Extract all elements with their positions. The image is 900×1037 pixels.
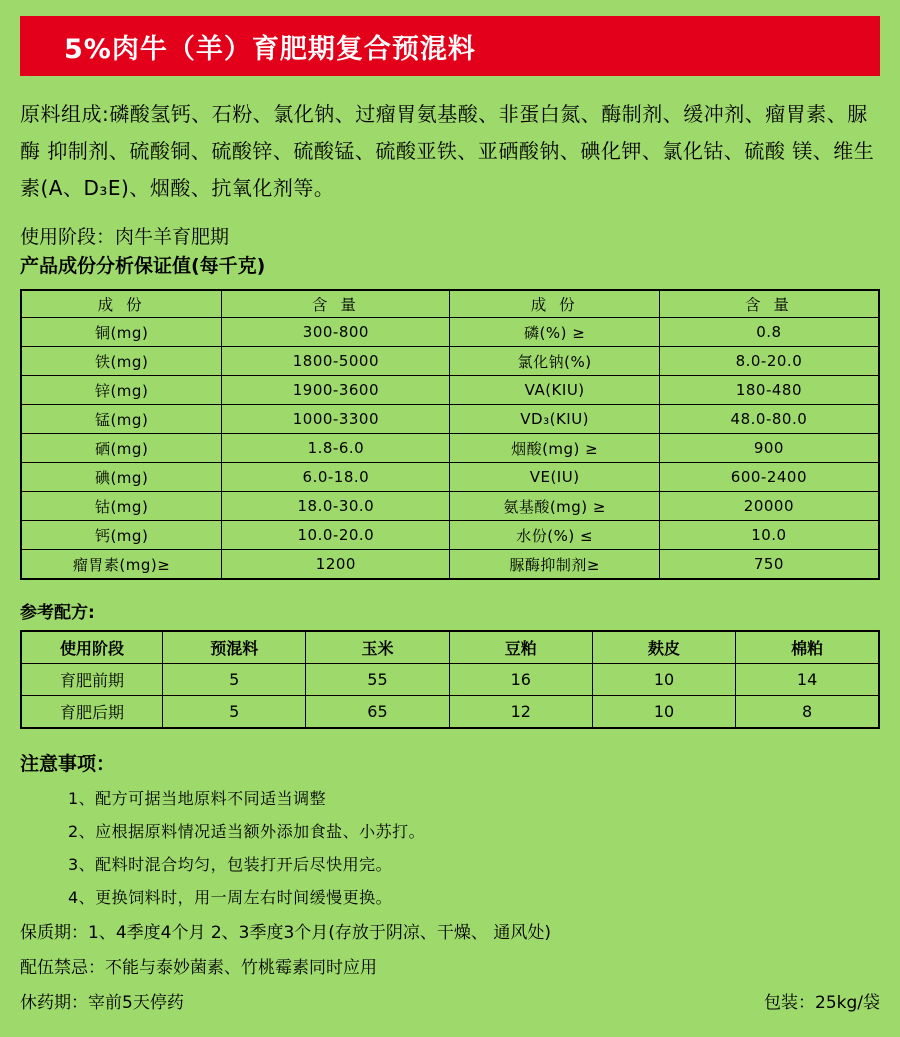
note-item: 2、应根据原料情况适当额外添加食盐、小苏打。 <box>68 822 426 841</box>
formula-cell-value: 16 <box>449 664 592 696</box>
cell-amount: 1200 <box>222 550 450 580</box>
formula-table-body <box>21 631 879 728</box>
usage-stage-line: 使用阶段：肉牛羊育肥期 <box>20 226 230 248</box>
cell-component: VE(IU) <box>450 463 659 492</box>
cell-amount: 900 <box>659 434 879 463</box>
formula-row <box>21 696 879 729</box>
table-row <box>21 376 879 405</box>
withdrawal-period: 休药期：宰前5天停药 <box>20 993 184 1013</box>
table-row <box>21 347 879 376</box>
cell-component: VA(KIU) <box>450 376 659 405</box>
cell-component: VD₃(KIU) <box>450 405 659 434</box>
table-row <box>21 463 879 492</box>
formula-cell-value: 5 <box>163 696 306 729</box>
cell-amount: 10.0-20.0 <box>222 521 450 550</box>
formula-col-header-cotton-meal: 棉粕 <box>736 631 879 664</box>
cell-component: 锰(mg) <box>21 405 222 434</box>
withdrawal-package-line <box>20 988 880 1013</box>
table-row <box>21 521 879 550</box>
formula-header-row <box>21 631 879 664</box>
cell-amount: 750 <box>659 550 879 580</box>
table-row <box>21 318 879 347</box>
formula-col-header-bran: 麸皮 <box>592 631 735 664</box>
title-bar <box>20 16 880 76</box>
cell-amount: 20000 <box>659 492 879 521</box>
cell-component: 烟酸(mg) ≥ <box>450 434 659 463</box>
cell-amount: 300-800 <box>222 318 450 347</box>
shelf-life-line: 保质期：1、4季度4个月 2、3季度3个月(存放于阴凉、干燥、 通风处) <box>20 923 551 943</box>
formula-cell-stage: 育肥后期 <box>21 696 163 729</box>
formula-col-header-corn: 玉米 <box>306 631 449 664</box>
cell-component: 碘(mg) <box>21 463 222 492</box>
cell-component: 脲酶抑制剂≥ <box>450 550 659 580</box>
col-header-component-2: 成 份 <box>450 290 659 318</box>
cell-amount: 1900-3600 <box>222 376 450 405</box>
formula-cell-stage: 育肥前期 <box>21 664 163 696</box>
cell-component: 水份(%) ≤ <box>450 521 659 550</box>
incompatibility-line: 配伍禁忌：不能与泰妙菌素、竹桃霉素同时应用 <box>20 958 377 978</box>
formula-cell-value: 10 <box>592 696 735 729</box>
formula-cell-value: 55 <box>306 664 449 696</box>
table-row <box>21 405 879 434</box>
formula-cell-value: 5 <box>163 664 306 696</box>
notes-title: 注意事项： <box>20 753 116 775</box>
table-row <box>21 434 879 463</box>
cell-component: 瘤胃素(mg)≥ <box>21 550 222 580</box>
formula-cell-value: 10 <box>592 664 735 696</box>
note-item: 1、配方可据当地原料不同适当调整 <box>68 789 327 808</box>
cell-component: 硒(mg) <box>21 434 222 463</box>
package-spec: 包装：25kg/袋 <box>764 993 880 1013</box>
note-item: 4、更换饲料时，用一周左右时间缓慢更换。 <box>68 888 393 907</box>
cell-component: 氨基酸(mg) ≥ <box>450 492 659 521</box>
table-row <box>21 550 879 580</box>
formula-table <box>20 630 880 729</box>
cell-component: 铜(mg) <box>21 318 222 347</box>
ingredients-text: 原料组成:磷酸氢钙、石粉、氯化钠、过瘤胃氨基酸、非蛋白氮、酶制剂、缓冲剂、瘤胃素、脲酶 抑制剂、硫酸铜、硫酸锌、硫酸锰、硫酸亚铁、亚硒酸钠、碘化钾、氯化钴、硫酸 镁、维生素(A、D₃E)、烟酸、抗氧化剂等。 <box>20 102 875 200</box>
formula-col-header-soybean-meal: 豆粕 <box>449 631 592 664</box>
table-row <box>21 492 879 521</box>
cell-component: 铁(mg) <box>21 347 222 376</box>
cell-component: 钴(mg) <box>21 492 222 521</box>
formula-cell-value: 65 <box>306 696 449 729</box>
cell-amount: 6.0-18.0 <box>222 463 450 492</box>
page-title: 5%肉牛（羊）育肥期复合预混料 <box>64 33 476 65</box>
cell-amount: 48.0-80.0 <box>659 405 879 434</box>
cell-component: 氯化钠(%) <box>450 347 659 376</box>
table-header-row <box>21 290 879 318</box>
col-header-component-1: 成 份 <box>21 290 222 318</box>
cell-component: 钙(mg) <box>21 521 222 550</box>
cell-component: 锌(mg) <box>21 376 222 405</box>
cell-amount: 0.8 <box>659 318 879 347</box>
composition-table-body <box>21 290 879 579</box>
cell-amount: 1800-5000 <box>222 347 450 376</box>
cell-amount: 10.0 <box>659 521 879 550</box>
note-item: 3、配料时混合均匀，包装打开后尽快用完。 <box>68 855 393 874</box>
cell-amount: 180-480 <box>659 376 879 405</box>
cell-amount: 600-2400 <box>659 463 879 492</box>
formula-title: 参考配方: <box>20 603 95 623</box>
formula-cell-value: 14 <box>736 664 879 696</box>
guarantee-title: 产品成份分析保证值(每千克) <box>20 255 266 277</box>
formula-cell-value: 12 <box>449 696 592 729</box>
formula-col-header-stage: 使用阶段 <box>21 631 163 664</box>
composition-table <box>20 289 880 580</box>
cell-component: 磷(%) ≥ <box>450 318 659 347</box>
cell-amount: 8.0-20.0 <box>659 347 879 376</box>
col-header-amount-1: 含 量 <box>222 290 450 318</box>
cell-amount: 1.8-6.0 <box>222 434 450 463</box>
label-content <box>20 16 880 1023</box>
cell-amount: 1000-3300 <box>222 405 450 434</box>
cell-amount: 18.0-30.0 <box>222 492 450 521</box>
col-header-amount-2: 含 量 <box>659 290 879 318</box>
formula-row <box>21 664 879 696</box>
formula-col-header-premix: 预混料 <box>163 631 306 664</box>
formula-cell-value: 8 <box>736 696 879 729</box>
